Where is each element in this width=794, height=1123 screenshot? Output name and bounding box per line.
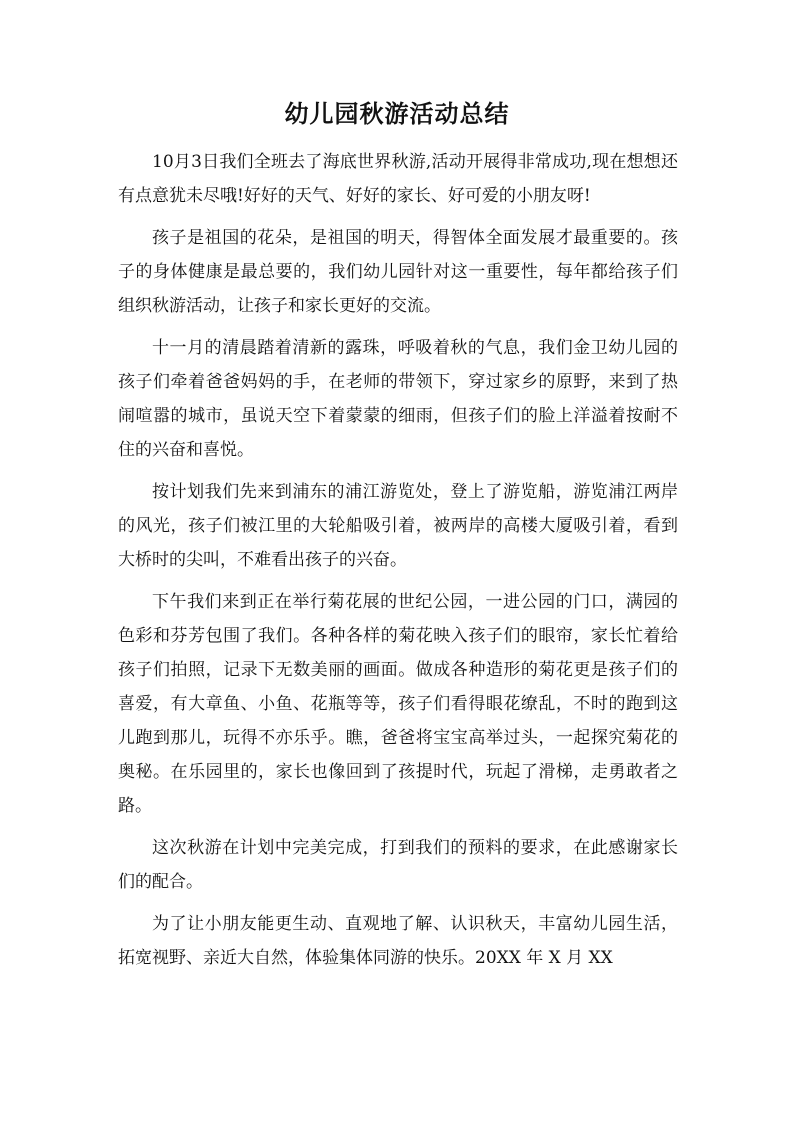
- paragraph-1: 10月3日我们全班去了海底世界秋游,活动开展得非常成功,现在想想还有点意犹未尽哦!好好的天气、好好的家长、好可爱的小朋友呀!: [118, 152, 678, 206]
- paragraph-7: 为了让小朋友能更生动、直观地了解、认识秋天，丰富幼儿园生活，拓宽视野、亲近大自然，体验集体同游的快乐。20XX 年 X 月 XX: [118, 914, 678, 968]
- document-title: 幼儿园秋游活动总结: [284, 99, 510, 128]
- paragraph-3: 十一月的清晨踏着清新的露珠，呼吸着秋的气息，我们金卫幼儿园的孩子们牵着爸爸妈妈的手，在老师的带领下，穿过家乡的原野，来到了热闹喧嚣的城市，虽说天空下着蒙蒙的细雨，但孩子们的脸上洋溢着按耐不住的兴奋和喜悦。: [118, 338, 678, 460]
- paragraph-4: 按计划我们先来到浦东的浦江游览处，登上了游览船，游览浦江两岸的风光，孩子们被江里的大轮船吸引着，被两岸的高楼大厦吸引着，看到大桥时的尖叫，不难看出孩子的兴奋。: [118, 482, 678, 570]
- paragraph-2: 孩子是祖国的花朵，是祖国的明天，得智体全面发展才最重要的。孩子的身体健康是最总要的，我们幼儿园针对这一重要性，每年都给孩子们组织秋游活动，让孩子和家长更好的交流。: [118, 228, 678, 316]
- paragraph-6: 这次秋游在计划中完美完成，打到我们的预料的要求，在此感谢家长们的配合。: [118, 838, 678, 892]
- paragraph-5: 下午我们来到正在举行菊花展的世纪公园，一进公园的门口，满园的色彩和芬芳包围了我们。各种各样的菊花映入孩子们的眼帘，家长忙着给孩子们拍照，记录下无数美丽的画面。做成各种造形的菊花更是孩子们的喜爱，有大章鱼、小鱼、花瓶等等，孩子们看得眼花缭乱，不时的跑到这儿跑到那儿，玩得不亦乐乎。瞧，爸爸将宝宝高举过头，一起探究菊花的奥秘。在乐园里的，家长也像回到了孩提时代，玩起了滑梯，走勇敢者之路。: [118, 592, 678, 816]
- document-body: [118, 145, 678, 983]
